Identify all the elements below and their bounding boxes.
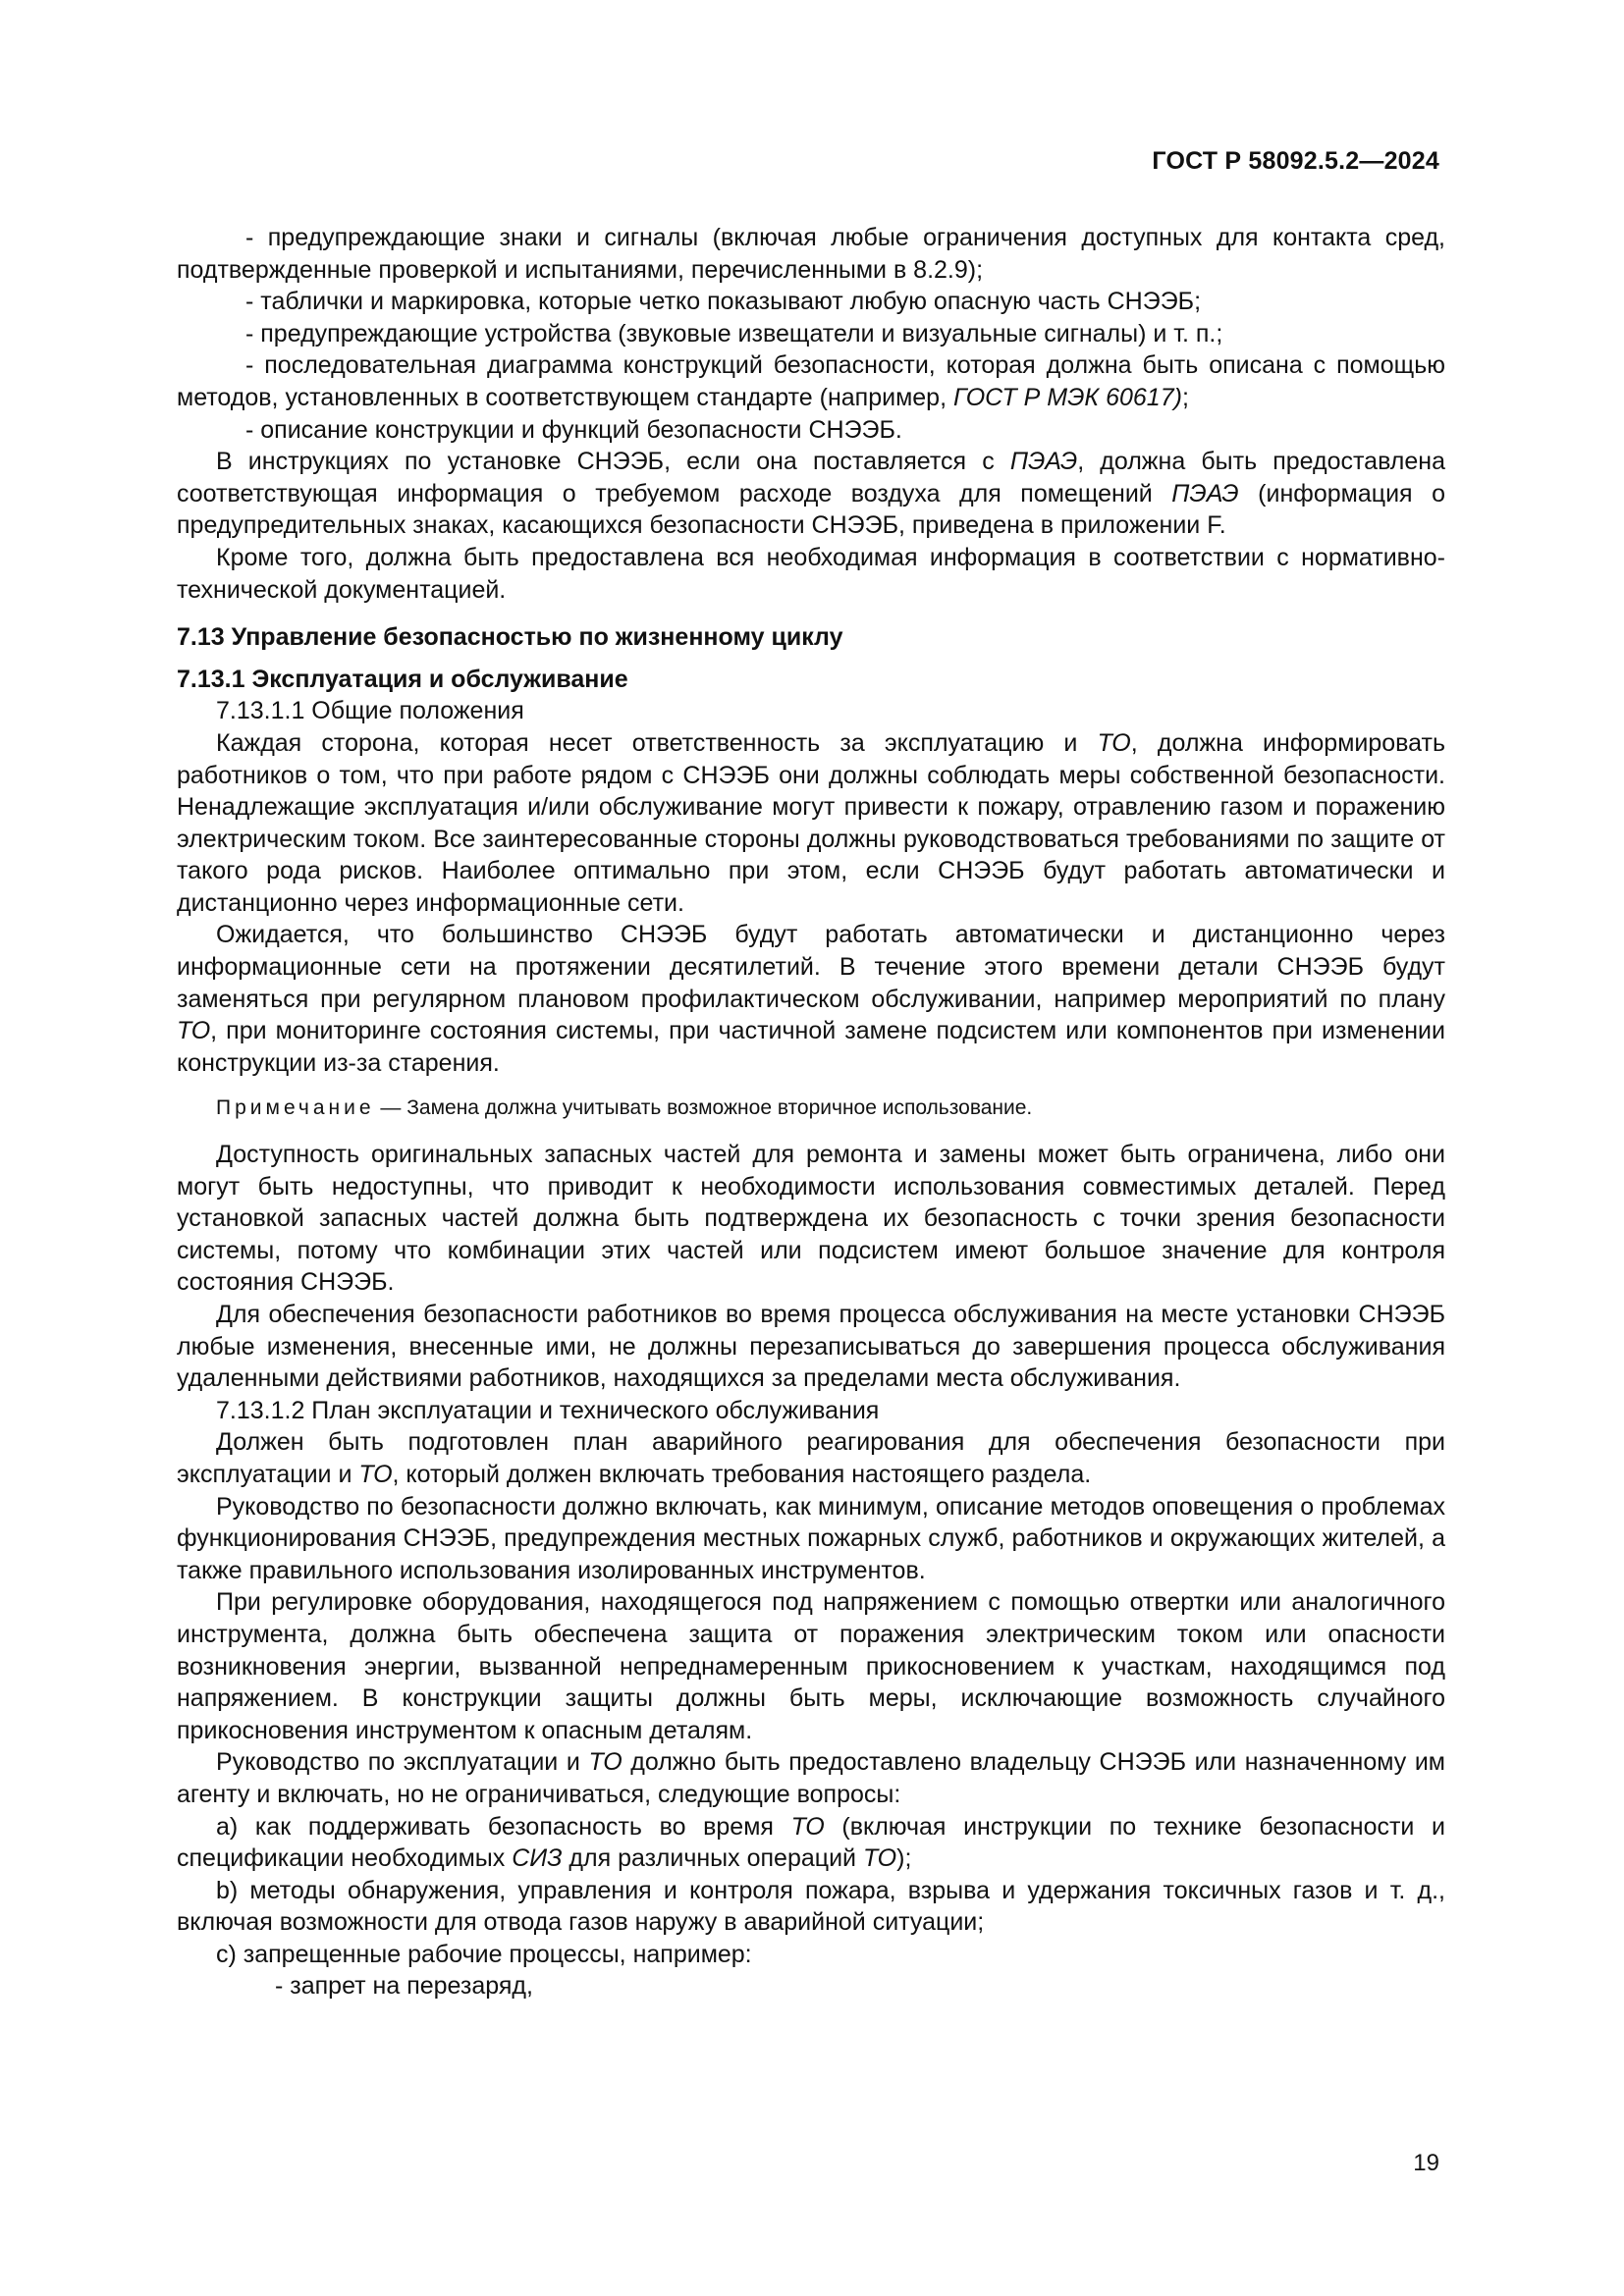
text-run: c) запрещенные рабочие процессы, например: <box>216 1940 752 1968</box>
text-run: - предупреждающие устройства (звуковые извещатели и визуальные сигналы) и т. п.; <box>245 319 1223 347</box>
paragraph <box>177 446 1445 542</box>
text-run: Руководство по безопасности должно включать, как минимум, описание методов оповещения о проблемах функционирования СНЭЭБ, предупреждения местных пожарных служб, работников и окружающих жителей, а также правильного использования изолированных инструментов. <box>177 1492 1445 1584</box>
note <box>177 1093 1445 1125</box>
note-label: Примечание <box>216 1096 375 1120</box>
text-run: Должен быть подготовлен план аварийного реагирования для обеспечения безопасности при эксплуатации и <box>177 1428 1445 1488</box>
text-run: , должна информировать работников о том, что при работе рядом с СНЭЭБ они должны соблюдать меры собственной безопасности. Ненадлежащие эксплуатация и/или обслуживание могут привести к пожару, отравлению газом и поражению электрическим током. Все заинтересованные стороны должны руководствоваться требованиями по защите от такого рода рисков. Наиболее оптимально при этом, если СНЭЭБ будут работать автоматически и дистанционно через информационные сети. <box>177 728 1445 917</box>
page-number: 19 <box>1413 2150 1439 2176</box>
list-item <box>177 318 1445 350</box>
list-item <box>177 349 1445 413</box>
text-run: 7.13 Управление безопасностью по жизненному циклу <box>177 623 843 652</box>
text-run: Для обеспечения безопасности работников во время процесса обслуживания на месте установки СНЭЭБ любые изменения, внесенные ими, не должны перезаписываться до завершения процесса обслуживания удаленными действиями работников, находящихся за пределами места обслуживания. <box>177 1301 1445 1393</box>
paragraph <box>177 1939 1445 1971</box>
list-item <box>177 222 1445 286</box>
italic-text: ТО <box>790 1812 825 1841</box>
text-run: - описание конструкции и функций безопасности СНЭЭБ. <box>245 415 902 444</box>
paragraph <box>177 727 1445 920</box>
list-item <box>177 286 1445 318</box>
text-run: ; <box>1181 383 1189 411</box>
paragraph <box>177 1426 1445 1490</box>
paragraph <box>177 1139 1445 1299</box>
text-run: - предупреждающие знаки и сигналы (включая любые ограничения доступных для контакта сред, подтвержденные проверкой и испытаниями, перечисленными в 8.2.9); <box>177 224 1445 284</box>
paragraph <box>177 1491 1445 1587</box>
text-run: для различных операций <box>562 1844 863 1873</box>
text-run: 7.13.1.2 План эксплуатации и технического обслуживания <box>216 1396 880 1424</box>
italic-text: ПЭАЭ <box>1009 448 1078 476</box>
paragraph <box>177 919 1445 1079</box>
text-run: - запрет на перезаряд, <box>275 1972 533 2001</box>
section-heading <box>177 621 1445 654</box>
paragraph <box>177 1746 1445 1810</box>
text-run: Руководство по эксплуатации и <box>216 1748 589 1777</box>
italic-text: ТО <box>358 1460 393 1488</box>
list-item <box>177 414 1445 447</box>
italic-text: ТО <box>862 1844 897 1873</box>
text-run: , который должен включать требования настоящего раздела. <box>392 1460 1092 1488</box>
text-run: - таблички и маркировка, которые четко показывают любую опасную часть СНЭЭБ; <box>245 288 1202 316</box>
note-text: — Замена должна учитывать возможное вторичное использование. <box>374 1096 1033 1120</box>
text-run: При регулировке оборудования, находящегося под напряжением с помощью отвертки или аналогичного инструмента, должна быть обеспечена защита от поражения электрическим током или опасности возникновения энергии, вызванной непреднамеренным прикосновением к участкам, находящимся под напряжением. В конструкции защиты должны быть меры, исключающие возможность случайного прикосновения инструментом к опасным деталям. <box>177 1588 1445 1744</box>
text-run: - последовательная диаграмма конструкций безопасности, которая должна быть описана с помощью методов, установленных в соответствующем стандарте (например, <box>177 351 1445 411</box>
text-run: Кроме того, должна быть предоставлена вся необходимая информация в соответствии с нормативно-технической документацией. <box>177 543 1445 604</box>
text-run: (информация о предупредительных знаках, касающихся безопасности СНЭЭБ, приведена в приложении F. <box>177 479 1445 540</box>
italic-text: ТО <box>177 1017 211 1045</box>
paragraph <box>177 695 1445 727</box>
text-run: b) методы обнаружения, управления и контроля пожара, взрыва и удержания токсичных газов и т. д., включая возможности для отвода газов наружу в аварийной ситуации; <box>177 1876 1445 1937</box>
sub-list-item <box>177 1970 1445 2002</box>
text-run: , при мониторинге состояния системы, при частичной замене подсистем или компонентов при изменении конструкции из-за старения. <box>177 1017 1445 1077</box>
text-run: 7.13.1 Эксплуатация и обслуживание <box>177 665 628 693</box>
text-run: Доступность оригинальных запасных частей для ремонта и замены может быть ограничена, либо они могут быть недоступны, что приводит к необходимости использования совместимых деталей. Перед установкой запасных частей должна быть подтверждена их безопасность с точки зрения безопасности системы, потому что комбинации этих частей или подсистем имеют большое значение для контроля состояния СНЭЭБ. <box>177 1141 1445 1297</box>
document-body <box>177 222 1445 2002</box>
paragraph <box>177 1811 1445 1875</box>
text-run: ); <box>896 1844 912 1873</box>
text-run: должно быть предоставлено владельцу СНЭЭБ или назначенному им агенту и включать, но не ограничиваться, следующие вопросы: <box>177 1748 1445 1808</box>
text-run: (включая инструкции по технике безопасности и спецификации необходимых <box>177 1812 1445 1873</box>
italic-text: ПЭАЭ <box>1171 479 1239 507</box>
text-run: В инструкциях по установке СНЭЭБ, если она поставляется с <box>216 448 1010 476</box>
text-run: a) как поддерживать безопасность во время <box>216 1812 791 1841</box>
text-run: , должна быть предоставлена соответствующая информация о требуемом расходе воздуха для помещений <box>177 448 1445 507</box>
text-run: Каждая сторона, которая несет ответственность за эксплуатацию и <box>216 728 1098 757</box>
text-run: Ожидается, что большинство СНЭЭБ будут работать автоматически и дистанционно через информационные сети на протяжении десятилетий. В течение этого времени детали СНЭЭБ будут заменяться при регулярном плановом профилактическом обслуживании, например мероприятий по плану <box>177 921 1445 1013</box>
italic-text: СИЗ <box>512 1844 563 1873</box>
paragraph <box>177 1395 1445 1427</box>
italic-text: ТО <box>588 1748 623 1777</box>
subsection-heading <box>177 664 1445 696</box>
paragraph <box>177 1586 1445 1746</box>
document-number-header: ГОСТ Р 58092.5.2—2024 <box>1152 147 1439 175</box>
text-run: 7.13.1.1 Общие положения <box>216 697 524 725</box>
italic-text: ТО <box>1097 728 1131 757</box>
paragraph <box>177 1875 1445 1939</box>
paragraph <box>177 542 1445 606</box>
italic-text: ГОСТ Р МЭК 60617) <box>952 383 1182 411</box>
paragraph <box>177 1299 1445 1395</box>
